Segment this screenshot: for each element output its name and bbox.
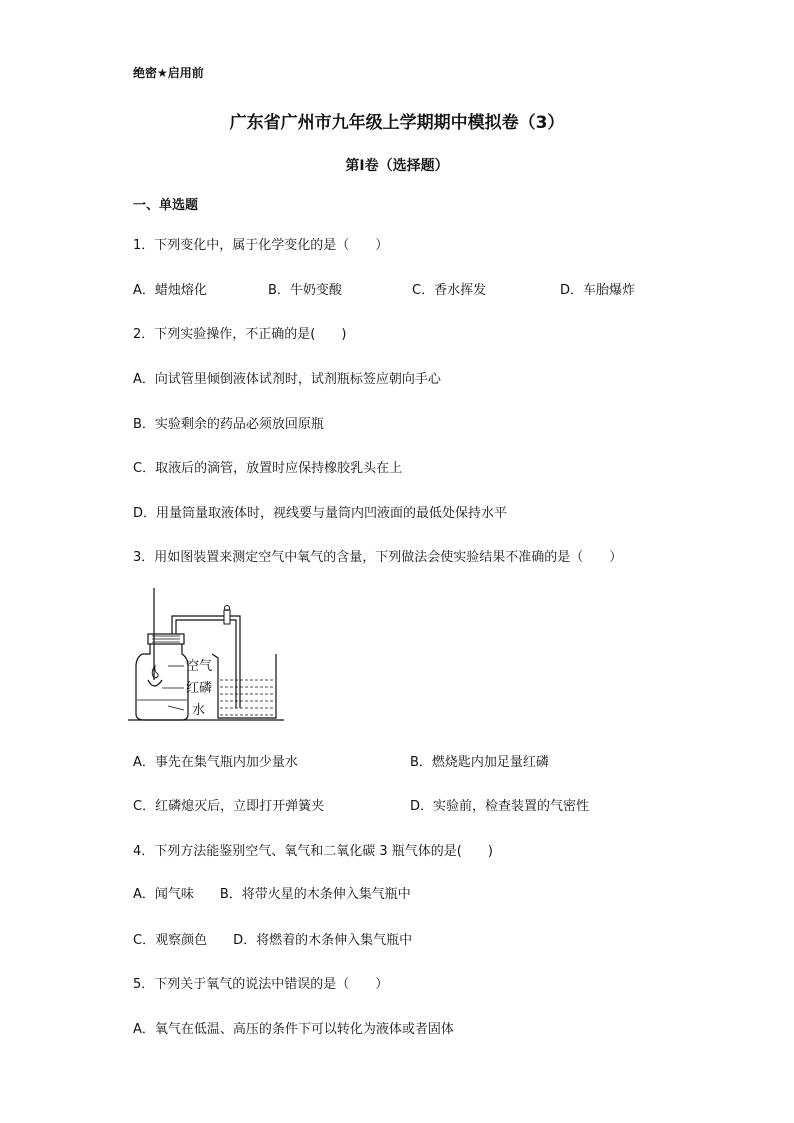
question-1-option-d: D．车胎爆炸 [560, 283, 636, 298]
exam-title: 广东省广州市九年级上学期期中模拟卷（3） [229, 113, 565, 133]
question-4-options-cd: C．观察颜色 D．将燃着的木条伸入集气瓶中 [133, 933, 413, 948]
combustion-spoon [148, 680, 162, 686]
beaker [212, 654, 276, 718]
section-heading: 一、单选题 [133, 198, 199, 213]
question-3-option-b: B．燃烧匙内加足量红磷 [410, 755, 549, 770]
question-2-option-b: B．实验剩余的药品必须放回原瓶 [133, 417, 324, 432]
question-2-option-c: C．取液后的滴管，放置时应保持橡胶乳头在上 [133, 461, 403, 476]
label-red-phosphorus: 红磷 [186, 681, 213, 696]
spring-clamp [224, 610, 230, 624]
question-2-stem: 2．下列实验操作，不正确的是( ) [133, 327, 347, 342]
question-1-option-a: A．蜡烛熔化 [133, 283, 207, 298]
label-water: 水 [192, 703, 206, 718]
question-1-stem: 1．下列变化中，属于化学变化的是（ ） [133, 238, 389, 253]
part-title: 第I卷（选择题） [345, 158, 449, 174]
oxygen-apparatus-diagram [128, 588, 288, 724]
question-1-option-c: C．香水挥发 [412, 283, 487, 298]
question-3-stem: 3．用如图装置来测定空气中氧气的含量，下列做法会使实验结果不准确的是（ ） [133, 550, 623, 565]
flame-icon [152, 666, 158, 678]
question-1-option-b: B．牛奶变酸 [268, 283, 342, 298]
question-2-option-d: D．用量筒量取液体时，视线要与量筒内凹液面的最低处保持水平 [133, 506, 508, 521]
secret-label: 绝密★启用前 [133, 66, 204, 80]
question-5-option-a: A．氧气在低温、高压的条件下可以转化为液体或者固体 [133, 1022, 454, 1037]
question-3-option-d: D．实验前，检查装置的气密性 [410, 799, 590, 814]
question-3-option-c: C．红磷熄灭后，立即打开弹簧夹 [133, 799, 325, 814]
question-2-option-a: A．向试管里倾倒液体试剂时，试剂瓶标签应朝向手心 [133, 372, 441, 387]
question-4-options-ab: A．闻气味 B．将带火星的木条伸入集气瓶中 [133, 887, 411, 902]
label-air: 空气 [186, 659, 213, 674]
question-5-stem: 5．下列关于氧气的说法中错误的是（ ） [133, 977, 389, 992]
question-4-stem: 4．下列方法能鉴别空气、氧气和二氧化碳 3 瓶气体的是( ) [133, 844, 493, 859]
question-3-option-a: A．事先在集气瓶内加少量水 [133, 755, 298, 770]
